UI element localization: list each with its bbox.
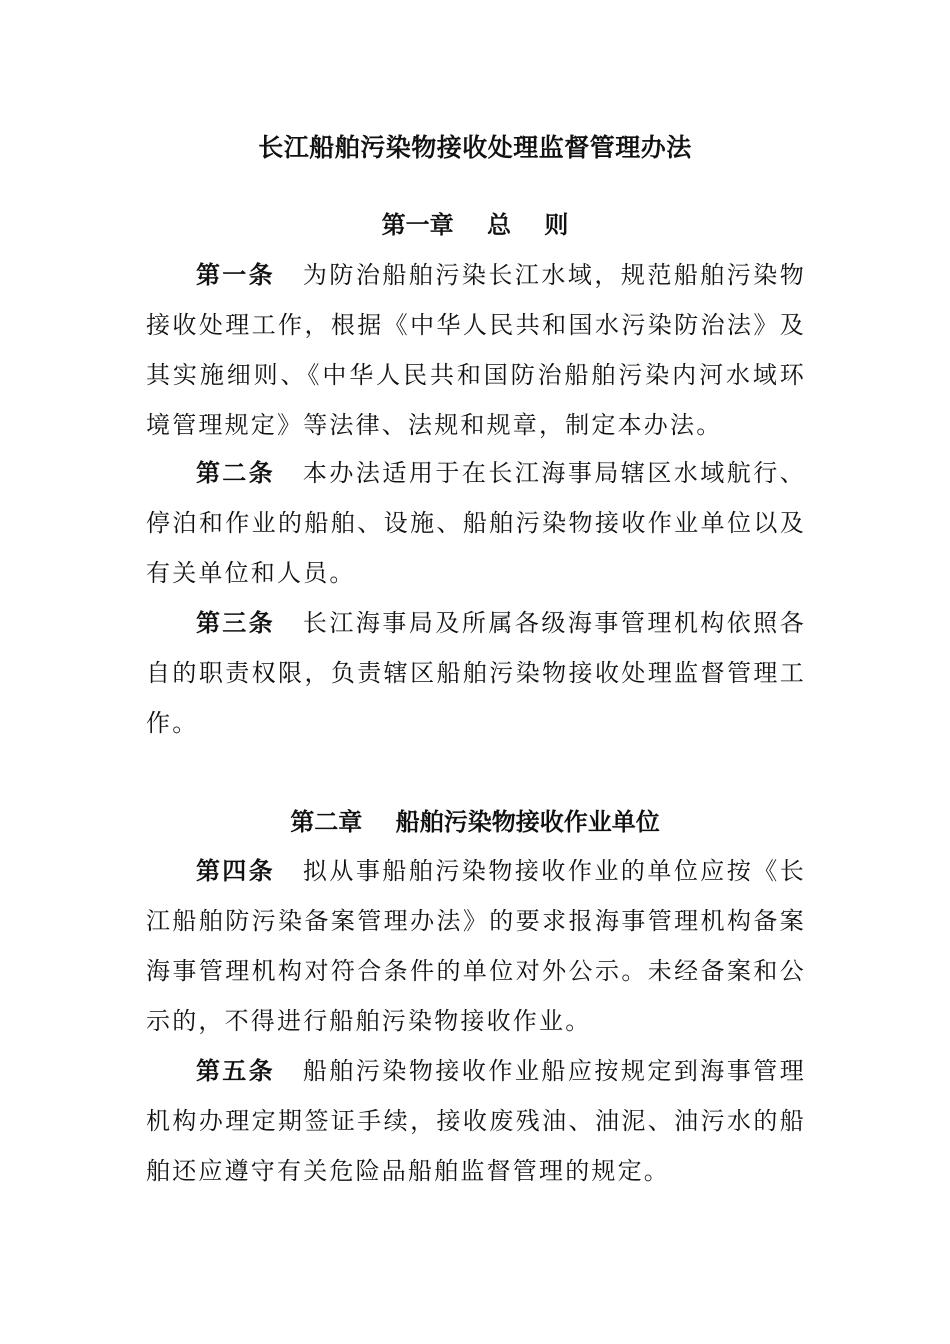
article-text: 本办法适用于在长江海事局辖区水域航行、停泊和作业的船舶、设施、船舶污染物接收作业单位以及有关单位和人员。 [146, 459, 806, 587]
article-number: 第三条 [196, 609, 275, 637]
article-text: 长江海事局及所属各级海事管理机构依照各自的职责权限，负责辖区船舶污染物接收处理监督管理工作。 [146, 609, 806, 737]
document-title: 长江船舶污染物接收处理监督管理办法 [258, 133, 692, 162]
article-4 [146, 846, 806, 1046]
chapter-heading-1: 第一章 总 则 [381, 211, 569, 239]
article-3 [146, 598, 806, 748]
article-number: 第五条 [196, 1057, 275, 1085]
article-text: 船舶污染物接收作业船应按规定到海事管理机构办理定期签证手续，接收废残油、油泥、油污水的船舶还应遵守有关危险品船舶监督管理的规定。 [146, 1057, 806, 1185]
article-1 [146, 250, 806, 450]
article-number: 第二条 [196, 459, 275, 487]
article-5 [146, 1046, 806, 1196]
article-text: 拟从事船舶污染物接收作业的单位应按《长江船舶防污染备案管理办法》的要求报海事管理机构备案海事管理机构对符合条件的单位对外公示。未经备案和公示的，不得进行船舶污染物接收作业。 [146, 857, 806, 1035]
article-number: 第一条 [196, 261, 275, 289]
article-number: 第四条 [196, 857, 275, 885]
article-2 [146, 448, 806, 598]
chapter-heading-2: 第二章 船舶污染物接收作业单位 [290, 808, 660, 836]
article-text: 为防治船舶污染长江水域，规范船舶污染物接收处理工作，根据《中华人民共和国水污染防治法》及其实施细则、《中华人民共和国防治船舶污染内河水域环境管理规定》等法律、法规和规章，制定本办法。 [146, 261, 806, 439]
